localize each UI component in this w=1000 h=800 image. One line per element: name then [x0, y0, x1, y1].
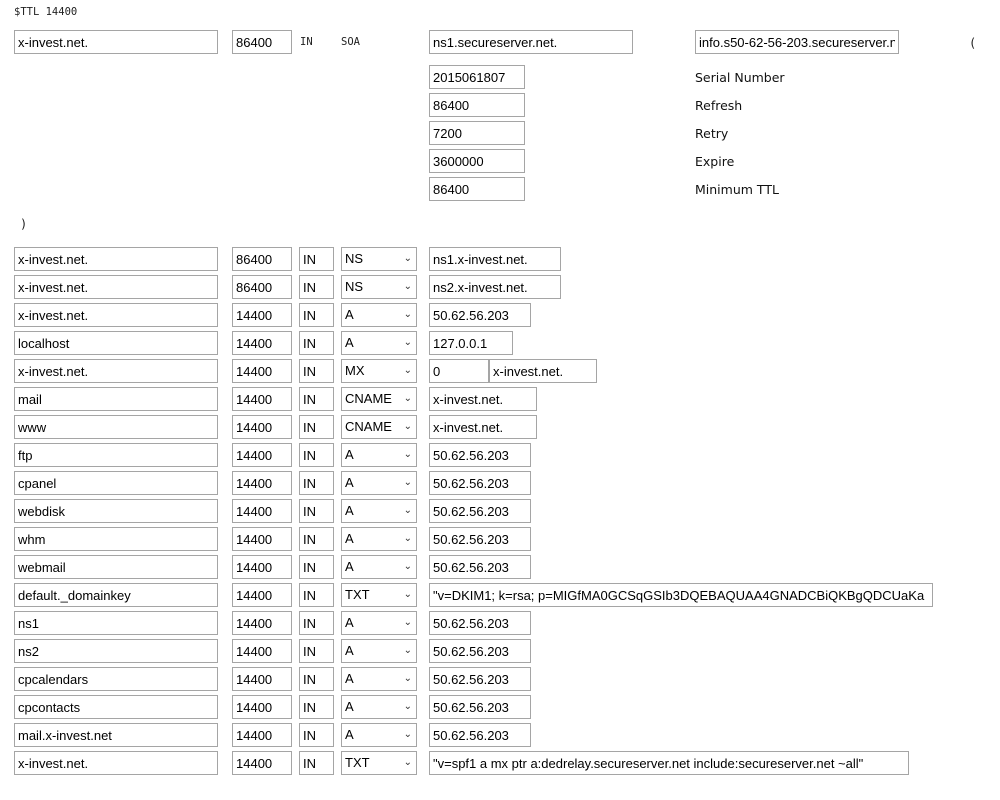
record-class-field[interactable]: [299, 611, 334, 635]
record-type-value: A: [345, 671, 354, 686]
record-row: [0, 527, 1000, 551]
record-type-select[interactable]: [341, 415, 417, 439]
record-type-value: TXT: [345, 755, 370, 770]
record-type-select[interactable]: [341, 583, 417, 607]
record-row: [0, 639, 1000, 663]
record-mx-priority-field[interactable]: [429, 359, 489, 383]
record-row: [0, 583, 1000, 607]
record-value-field[interactable]: [429, 275, 561, 299]
record-value-field[interactable]: [429, 555, 531, 579]
record-ttl-field[interactable]: [232, 415, 292, 439]
record-class-field[interactable]: [299, 555, 334, 579]
record-name-field[interactable]: [14, 303, 218, 327]
soa-close-paren: ): [20, 217, 28, 231]
record-value-field[interactable]: [429, 471, 531, 495]
record-type-select[interactable]: [341, 723, 417, 747]
record-type-select[interactable]: [341, 555, 417, 579]
record-value-field[interactable]: [429, 667, 531, 691]
soa-name-field[interactable]: [14, 30, 218, 54]
record-type-select[interactable]: [341, 303, 417, 327]
record-name-field[interactable]: [14, 331, 218, 355]
chevron-down-icon: ⌄: [403, 589, 412, 600]
record-type-value: NS: [345, 251, 364, 266]
record-value-field[interactable]: [429, 303, 531, 327]
soa-expire-label: Expire: [695, 154, 735, 169]
record-type-select[interactable]: [341, 331, 417, 355]
record-class-field[interactable]: [299, 639, 334, 663]
record-class-field[interactable]: [299, 247, 334, 271]
record-class-field[interactable]: [299, 499, 334, 523]
record-row: [0, 303, 1000, 327]
record-value-field[interactable]: [429, 723, 531, 747]
record-ttl-field[interactable]: [232, 499, 292, 523]
record-ttl-field[interactable]: [232, 611, 292, 635]
record-ttl-field[interactable]: [232, 471, 292, 495]
soa-ttl-field[interactable]: [232, 30, 292, 54]
record-row: [0, 331, 1000, 355]
record-row: [0, 555, 1000, 579]
chevron-down-icon: ⌄: [403, 365, 412, 376]
record-ttl-field[interactable]: [232, 639, 292, 663]
record-ttl-field[interactable]: [232, 247, 292, 271]
record-type-value: A: [345, 531, 354, 546]
record-class-field[interactable]: [299, 751, 334, 775]
record-name-field[interactable]: [14, 527, 218, 551]
soa-primary-ns-field[interactable]: [429, 30, 633, 54]
record-class-field[interactable]: [299, 387, 334, 411]
soa-class-label: IN: [300, 36, 313, 48]
record-ttl-field[interactable]: [232, 443, 292, 467]
ttl-directive: $TTL 14400: [14, 6, 78, 18]
record-type-value: A: [345, 307, 354, 322]
record-value-field[interactable]: [429, 695, 531, 719]
record-type-value: CNAME: [345, 391, 392, 406]
record-row: [0, 415, 1000, 439]
record-ttl-field[interactable]: [232, 723, 292, 747]
record-name-field[interactable]: [14, 639, 218, 663]
record-ttl-field[interactable]: [232, 695, 292, 719]
soa-serial-field[interactable]: [429, 65, 525, 89]
record-row: [0, 695, 1000, 719]
chevron-down-icon: ⌄: [403, 673, 412, 684]
record-type-value: A: [345, 699, 354, 714]
record-type-value: A: [345, 335, 354, 350]
record-value-field[interactable]: [429, 247, 561, 271]
record-ttl-field[interactable]: [232, 303, 292, 327]
record-type-select[interactable]: [341, 527, 417, 551]
record-type-select[interactable]: [341, 471, 417, 495]
record-class-field[interactable]: [299, 359, 334, 383]
record-class-field[interactable]: [299, 695, 334, 719]
record-ttl-field[interactable]: [232, 275, 292, 299]
record-class-field[interactable]: [299, 331, 334, 355]
chevron-down-icon: ⌄: [403, 253, 412, 264]
record-row: [0, 387, 1000, 411]
record-type-value: NS: [345, 279, 364, 294]
record-value-field[interactable]: [429, 499, 531, 523]
record-name-field[interactable]: [14, 443, 218, 467]
record-class-field[interactable]: [299, 723, 334, 747]
record-value-field[interactable]: [429, 639, 531, 663]
soa-retry-label: Retry: [695, 126, 729, 141]
record-name-field[interactable]: [14, 415, 218, 439]
record-name-field[interactable]: [14, 667, 218, 691]
chevron-down-icon: ⌄: [403, 757, 412, 768]
record-type-select[interactable]: [341, 667, 417, 691]
record-type-select[interactable]: [341, 443, 417, 467]
record-name-field[interactable]: [14, 695, 218, 719]
chevron-down-icon: ⌄: [403, 309, 412, 320]
record-row: [0, 275, 1000, 299]
record-class-field[interactable]: [299, 275, 334, 299]
record-ttl-field[interactable]: [232, 387, 292, 411]
record-value-field[interactable]: [429, 527, 531, 551]
chevron-down-icon: ⌄: [403, 281, 412, 292]
record-name-field[interactable]: [14, 583, 218, 607]
record-row: [0, 443, 1000, 467]
record-class-field[interactable]: [299, 443, 334, 467]
soa-type-label: SOA: [341, 36, 360, 48]
record-ttl-field[interactable]: [232, 555, 292, 579]
record-class-field[interactable]: [299, 415, 334, 439]
record-type-value: A: [345, 727, 354, 742]
chevron-down-icon: ⌄: [403, 477, 412, 488]
record-value-field[interactable]: [429, 751, 909, 775]
record-type-value: A: [345, 643, 354, 658]
chevron-down-icon: ⌄: [403, 561, 412, 572]
record-row: [0, 359, 1000, 383]
record-ttl-field[interactable]: [232, 527, 292, 551]
record-name-field[interactable]: [14, 611, 218, 635]
record-type-select[interactable]: [341, 359, 417, 383]
chevron-down-icon: ⌄: [403, 701, 412, 712]
record-name-field[interactable]: [14, 723, 218, 747]
record-value-field[interactable]: [489, 359, 597, 383]
record-type-value: A: [345, 475, 354, 490]
soa-serial-label: Serial Number: [695, 70, 785, 85]
chevron-down-icon: ⌄: [403, 449, 412, 460]
chevron-down-icon: ⌄: [403, 729, 412, 740]
soa-refresh-label: Refresh: [695, 98, 743, 113]
record-name-field[interactable]: [14, 359, 218, 383]
record-type-select[interactable]: [341, 247, 417, 271]
chevron-down-icon: ⌄: [403, 617, 412, 628]
record-type-select[interactable]: [341, 695, 417, 719]
soa-minimum-ttl-label: Minimum TTL: [695, 182, 779, 197]
chevron-down-icon: ⌄: [403, 337, 412, 348]
chevron-down-icon: ⌄: [403, 645, 412, 656]
record-value-field[interactable]: [429, 415, 537, 439]
record-class-field[interactable]: [299, 527, 334, 551]
chevron-down-icon: ⌄: [403, 533, 412, 544]
record-type-select[interactable]: [341, 387, 417, 411]
record-class-field[interactable]: [299, 667, 334, 691]
chevron-down-icon: ⌄: [403, 421, 412, 432]
record-value-field[interactable]: [429, 583, 933, 607]
record-row: [0, 247, 1000, 271]
soa-open-paren: (: [969, 36, 977, 50]
record-name-field[interactable]: [14, 555, 218, 579]
soa-email-field[interactable]: [695, 30, 899, 54]
record-value-field[interactable]: [429, 387, 537, 411]
record-row: [0, 471, 1000, 495]
record-row: [0, 751, 1000, 775]
record-ttl-field[interactable]: [232, 331, 292, 355]
soa-minimum-ttl-field[interactable]: [429, 177, 525, 201]
record-type-select[interactable]: [341, 275, 417, 299]
record-ttl-field[interactable]: [232, 751, 292, 775]
record-type-select[interactable]: [341, 639, 417, 663]
record-type-value: CNAME: [345, 419, 392, 434]
record-name-field[interactable]: [14, 751, 218, 775]
record-name-field[interactable]: [14, 275, 218, 299]
record-type-value: A: [345, 447, 354, 462]
chevron-down-icon: ⌄: [403, 505, 412, 516]
record-value-field[interactable]: [429, 443, 531, 467]
soa-refresh-field[interactable]: [429, 93, 525, 117]
record-value-field[interactable]: [429, 611, 531, 635]
record-type-value: A: [345, 503, 354, 518]
record-type-value: TXT: [345, 587, 370, 602]
record-class-field[interactable]: [299, 303, 334, 327]
soa-expire-field[interactable]: [429, 149, 525, 173]
record-ttl-field[interactable]: [232, 359, 292, 383]
record-type-select[interactable]: [341, 611, 417, 635]
record-row: [0, 667, 1000, 691]
chevron-down-icon: ⌄: [403, 393, 412, 404]
record-type-value: A: [345, 615, 354, 630]
record-ttl-field[interactable]: [232, 583, 292, 607]
record-name-field[interactable]: [14, 247, 218, 271]
record-row: [0, 611, 1000, 635]
record-name-field[interactable]: [14, 471, 218, 495]
record-type-select[interactable]: [341, 499, 417, 523]
record-name-field[interactable]: [14, 499, 218, 523]
record-row: [0, 499, 1000, 523]
record-type-select[interactable]: [341, 751, 417, 775]
record-type-value: MX: [345, 363, 365, 378]
record-name-field[interactable]: [14, 387, 218, 411]
record-class-field[interactable]: [299, 471, 334, 495]
record-class-field[interactable]: [299, 583, 334, 607]
record-ttl-field[interactable]: [232, 667, 292, 691]
record-row: [0, 723, 1000, 747]
record-value-field[interactable]: [429, 331, 513, 355]
record-type-value: A: [345, 559, 354, 574]
soa-retry-field[interactable]: [429, 121, 525, 145]
